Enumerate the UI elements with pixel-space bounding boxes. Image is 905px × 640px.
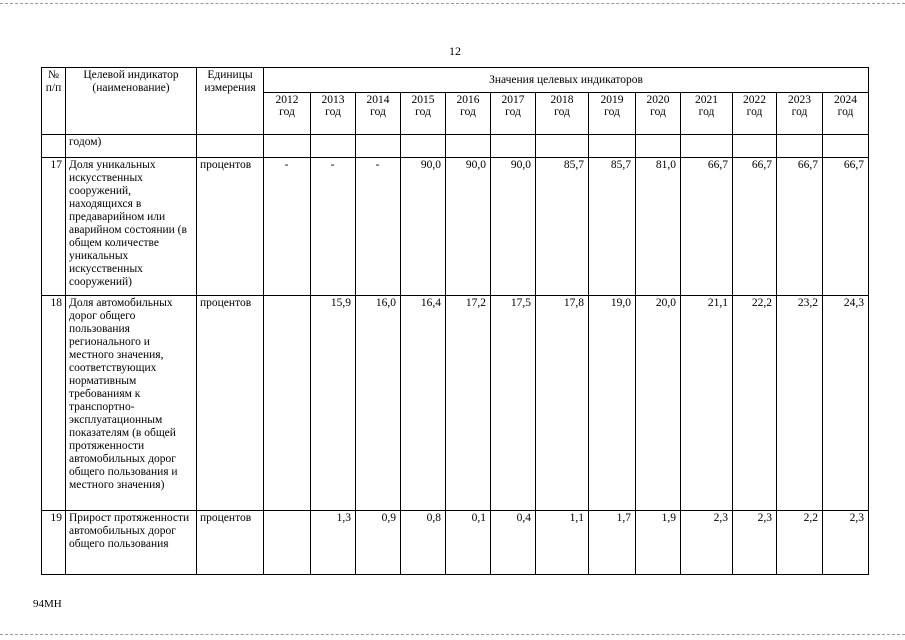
continuation-value <box>536 135 589 158</box>
indicator-value-2012: - <box>264 158 311 296</box>
table-body <box>42 68 869 575</box>
year-header-2022 <box>733 93 777 135</box>
year-header-2017 <box>491 93 536 135</box>
year-header-2012 <box>264 93 311 135</box>
indicator-name: Доля автомобильных дорог общего пользования регионального и местного значения, соответствующих нормативным требованиям к транспортно-эксплуатационным показателям (в общей протяженности автомобильных дорог общего пользования и местного значения) <box>66 296 197 511</box>
indicator-value-2024: 2,3 <box>823 511 869 575</box>
indicator-value-2016: 90,0 <box>446 158 491 296</box>
continuation-value <box>589 135 636 158</box>
year-unit-label: год <box>505 106 521 118</box>
continuation-value <box>636 135 681 158</box>
continuation-num <box>42 135 66 158</box>
year-label: 2014 <box>366 94 390 106</box>
continuation-value <box>311 135 356 158</box>
year-header-2023 <box>777 93 823 135</box>
year-header-2020 <box>636 93 681 135</box>
continuation-value <box>446 135 491 158</box>
year-label: 2017 <box>501 94 525 106</box>
indicator-value-2020: 1,9 <box>636 511 681 575</box>
continuation-value <box>264 135 311 158</box>
row-number: 17 <box>42 158 66 296</box>
year-unit-label: год <box>325 106 341 118</box>
continuation-value <box>356 135 401 158</box>
year-header-2015 <box>401 93 446 135</box>
continuation-value <box>823 135 869 158</box>
indicator-value-2022: 22,2 <box>733 296 777 511</box>
indicator-value-2019: 85,7 <box>589 158 636 296</box>
indicator-value-2017: 17,5 <box>491 296 536 511</box>
year-header-2016 <box>446 93 491 135</box>
indicator-value-2021: 21,1 <box>681 296 733 511</box>
indicator-value-2016: 17,2 <box>446 296 491 511</box>
year-header-2018 <box>536 93 589 135</box>
indicator-value-2023: 2,2 <box>777 511 823 575</box>
indicator-unit: процентов <box>197 296 264 511</box>
continuation-value <box>401 135 446 158</box>
year-header-2021 <box>681 93 733 135</box>
continuation-text: годом) <box>66 135 197 158</box>
page-number: 12 <box>449 44 461 58</box>
year-unit-label: год <box>554 106 570 118</box>
year-label: 2020 <box>646 94 670 106</box>
indicator-value-2023: 23,2 <box>777 296 823 511</box>
indicator-value-2024: 66,7 <box>823 158 869 296</box>
footer-code: 94МН <box>33 598 62 610</box>
indicator-value-2013: - <box>311 158 356 296</box>
indicator-value-2017: 90,0 <box>491 158 536 296</box>
year-unit-label: год <box>837 106 854 118</box>
header-name: Целевой индикатор (наименование) <box>66 68 197 135</box>
indicator-value-2015: 90,0 <box>401 158 446 296</box>
indicator-value-2014: 16,0 <box>356 296 401 511</box>
year-label: 2024 <box>834 94 858 106</box>
table-row <box>42 511 869 575</box>
indicator-value-2023: 66,7 <box>777 158 823 296</box>
table-row <box>42 296 869 511</box>
indicator-unit: процентов <box>197 158 264 296</box>
year-unit-label: год <box>279 106 295 118</box>
year-label: 2013 <box>321 94 345 106</box>
indicator-value-2018: 1,1 <box>536 511 589 575</box>
year-label: 2018 <box>550 94 574 106</box>
year-header-2019 <box>589 93 636 135</box>
continuation-value <box>491 135 536 158</box>
header-units: Единицы измерения <box>197 68 264 135</box>
indicator-value-2019: 1,7 <box>589 511 636 575</box>
year-unit-label: год <box>791 106 808 118</box>
year-unit-label: год <box>698 106 715 118</box>
year-label: 2016 <box>456 94 480 106</box>
header-row <box>42 68 869 93</box>
continuation-row <box>42 135 869 158</box>
top-scan-rule <box>0 3 905 4</box>
indicator-name: Доля уникальных искусственных сооружений, находящихся в предаварийном или аварийном состоянии (в общем количестве уникальных искусственных сооружений) <box>66 158 197 296</box>
header-values-group: Значения целевых индикаторов <box>264 68 869 93</box>
continuation-value <box>733 135 777 158</box>
indicator-value-2021: 66,7 <box>681 158 733 296</box>
indicator-value-2018: 85,7 <box>536 158 589 296</box>
year-unit-label: год <box>460 106 476 118</box>
indicator-value-2013: 15,9 <box>311 296 356 511</box>
indicator-value-2018: 17,8 <box>536 296 589 511</box>
table-row <box>42 158 869 296</box>
indicator-value-2021: 2,3 <box>681 511 733 575</box>
row-number: 19 <box>42 511 66 575</box>
indicator-value-2022: 2,3 <box>733 511 777 575</box>
year-unit-label: год <box>370 106 386 118</box>
year-label: 2015 <box>411 94 435 106</box>
indicator-value-2024: 24,3 <box>823 296 869 511</box>
year-unit-label: год <box>650 106 666 118</box>
header-num: № п/п <box>42 68 66 135</box>
continuation-value <box>681 135 733 158</box>
year-label: 2022 <box>743 94 766 106</box>
indicator-value-2014: - <box>356 158 401 296</box>
indicator-value-2016: 0,1 <box>446 511 491 575</box>
year-unit-label: год <box>746 106 763 118</box>
year-header-2014 <box>356 93 401 135</box>
indicator-unit: процентов <box>197 511 264 575</box>
continuation-unit <box>197 135 264 158</box>
indicator-value-2020: 81,0 <box>636 158 681 296</box>
indicator-value-2015: 16,4 <box>401 296 446 511</box>
year-header-2024 <box>823 93 869 135</box>
year-header-2013 <box>311 93 356 135</box>
year-label: 2023 <box>788 94 811 106</box>
bottom-scan-rule <box>0 634 905 635</box>
indicators-table <box>41 67 869 575</box>
indicator-value-2013: 1,3 <box>311 511 356 575</box>
indicator-value-2012 <box>264 511 311 575</box>
indicator-value-2012 <box>264 296 311 511</box>
year-unit-label: год <box>604 106 620 118</box>
year-unit-label: год <box>415 106 431 118</box>
indicator-value-2017: 0,4 <box>491 511 536 575</box>
year-label: 2012 <box>275 94 299 106</box>
year-label: 2019 <box>600 94 624 106</box>
year-label: 2021 <box>695 94 718 106</box>
indicator-value-2022: 66,7 <box>733 158 777 296</box>
indicator-value-2014: 0,9 <box>356 511 401 575</box>
indicator-name: Прирост протяженности автомобильных дорог общего пользования <box>66 511 197 575</box>
indicator-value-2015: 0,8 <box>401 511 446 575</box>
indicator-value-2020: 20,0 <box>636 296 681 511</box>
continuation-value <box>777 135 823 158</box>
indicator-value-2019: 19,0 <box>589 296 636 511</box>
row-number: 18 <box>42 296 66 511</box>
